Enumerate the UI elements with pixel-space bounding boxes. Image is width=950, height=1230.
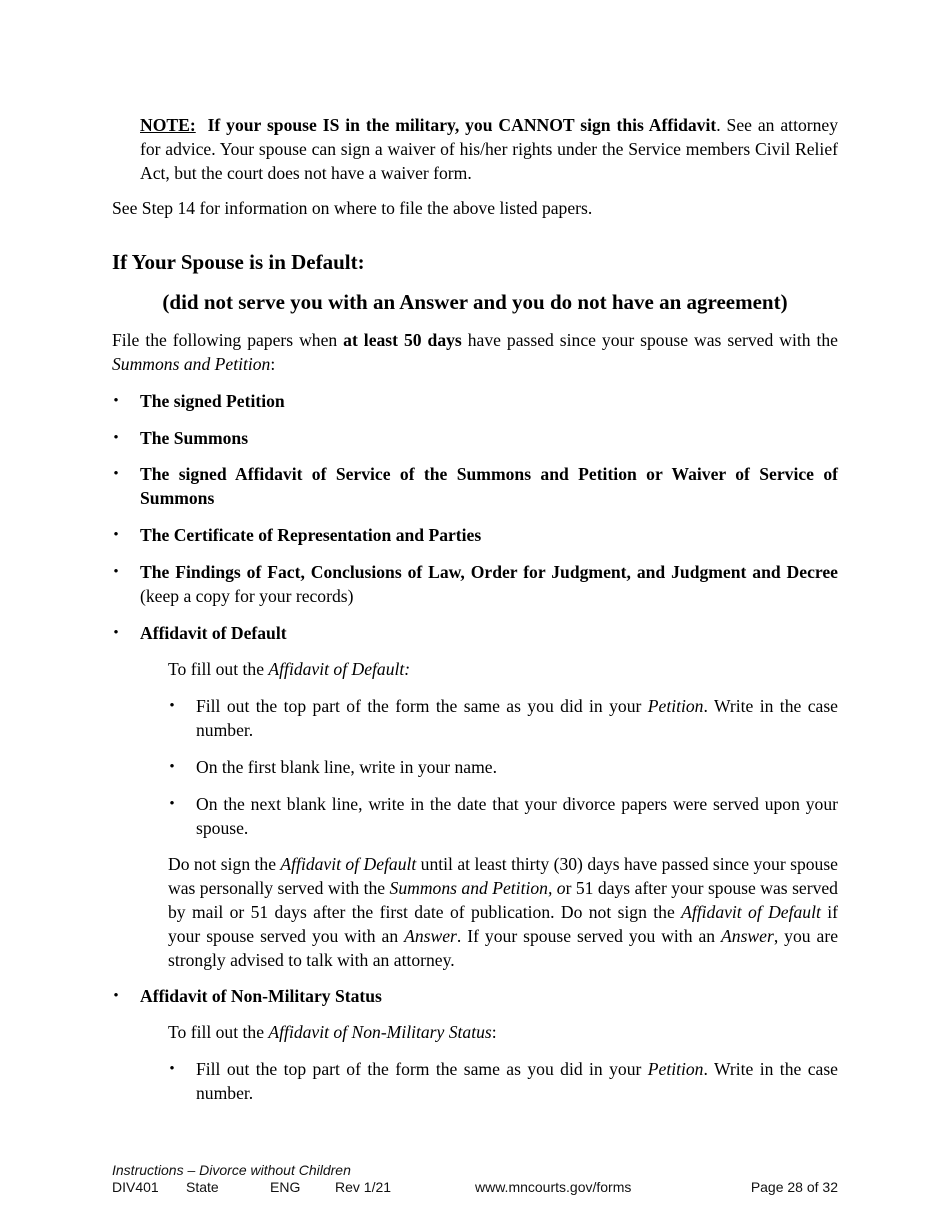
- non-military-intro-text: :: [491, 1022, 497, 1042]
- list-item-label: The signed Affidavit of Service of the Summons and Petition or Waiver of Service of Summons: [140, 464, 838, 508]
- see-step-line: See Step 14 for information on where to file the above listed papers.: [112, 198, 593, 218]
- step-text: . Write in the case number.: [196, 696, 838, 740]
- step-form-name: Petition: [647, 696, 704, 716]
- intro-text: :: [270, 354, 276, 374]
- default-form-name: Affidavit of Default:: [268, 659, 411, 679]
- note-rest: . See an attorney for advice. Your spouse can sign a waiver of his/her rights under the Service members Civil Relief Act, but the court does not have a waiver form.: [140, 115, 839, 183]
- default-step-1: [196, 694, 838, 742]
- file-intro: [112, 328, 838, 376]
- step-text: Fill out the top part of the form the same as you did in your: [196, 1059, 648, 1079]
- list-item-note: (keep a copy for your records): [140, 586, 354, 606]
- list-item-certificate: [140, 523, 838, 547]
- section-subheading: (did not serve you with an Answer and you do not have an agreement): [162, 290, 788, 314]
- footer-revision: Rev 1/21: [335, 1179, 392, 1195]
- intro-form-name: Summons and Petition: [112, 354, 271, 374]
- page-footer: [112, 1162, 838, 1198]
- warning-form-name: Affidavit of Default: [681, 902, 821, 922]
- default-intro: [168, 657, 838, 681]
- footer-title: Instructions – Divorce without Children: [112, 1162, 351, 1178]
- list-item-findings: [140, 560, 838, 608]
- list-item-label: The signed Petition: [140, 391, 285, 411]
- default-step-2: [196, 755, 838, 779]
- footer-jurisdiction: State: [186, 1179, 219, 1195]
- bullet-icon: •: [169, 698, 175, 714]
- step-text: Fill out the top part of the form the same as you did in your: [196, 696, 648, 716]
- list-item-signed-petition: [140, 389, 838, 413]
- warning-text: . If your spouse served you with an: [456, 926, 722, 946]
- bullet-icon: •: [169, 1061, 175, 1077]
- bullet-icon: •: [113, 430, 119, 446]
- list-item-label: Affidavit of Non-Military Status: [140, 986, 382, 1006]
- step-text: On the first blank line, write in your name.: [196, 757, 497, 777]
- default-warning: [168, 852, 838, 972]
- list-item-label: Affidavit of Default: [140, 623, 287, 643]
- step-form-name: Petition: [647, 1059, 704, 1079]
- warning-form-name: Affidavit of Default: [280, 854, 417, 874]
- warning-text: , you are strongly advised to talk with an attorney.: [168, 926, 838, 970]
- warning-text: until at least thirty (30) days have passed since your spouse was personally served with the: [168, 854, 838, 898]
- list-item-label: The Certificate of Representation and Parties: [140, 525, 482, 545]
- bullet-icon: •: [113, 988, 119, 1004]
- footer-form-id: DIV401: [112, 1179, 159, 1195]
- step-text: On the next blank line, write in the date that your divorce papers were served upon your spouse.: [196, 794, 838, 838]
- non-military-step-1: [196, 1057, 838, 1105]
- non-military-intro-text: To fill out the: [168, 1022, 269, 1042]
- note-label: NOTE:: [140, 115, 196, 135]
- non-military-intro: [168, 1020, 838, 1044]
- warning-text: Do not sign the: [168, 854, 281, 874]
- bullet-icon: •: [169, 796, 175, 812]
- warning-text: if your spouse served you with an: [168, 902, 838, 946]
- footer-language: ENG: [270, 1179, 301, 1195]
- note-bold-text: If your spouse IS in the military, you CANNOT sign this Affidavit: [207, 115, 717, 135]
- military-note: [140, 113, 838, 185]
- bullet-icon: •: [113, 564, 119, 580]
- bullet-icon: •: [113, 625, 119, 641]
- bullet-icon: •: [113, 466, 119, 482]
- footer-url: www.mncourts.gov/forms: [475, 1179, 632, 1195]
- default-intro-text: To fill out the: [168, 659, 269, 679]
- bullet-icon: •: [169, 759, 175, 775]
- step-text: . Write in the case number.: [196, 1059, 838, 1103]
- intro-days: at least 50 days: [343, 330, 462, 350]
- non-military-form-name: Affidavit of Non-Military Status: [268, 1022, 492, 1042]
- bullet-icon: •: [113, 393, 119, 409]
- list-item-label: The Findings of Fact, Conclusions of Law, Order for Judgment, and Judgment and Decree: [140, 562, 838, 582]
- bullet-icon: •: [113, 527, 119, 543]
- footer-page-number: Page 28 of 32: [750, 1179, 838, 1195]
- list-item-label: The Summons: [140, 428, 249, 448]
- list-item-summons: [140, 426, 838, 450]
- warning-text: r 51 days after your spouse was served by mail or 51 days after the first date of publication. Do not sign the: [168, 878, 838, 922]
- intro-text: File the following papers when: [112, 330, 344, 350]
- warning-form-name: Answer: [404, 926, 457, 946]
- intro-text: have passed since your spouse was served with the: [461, 330, 838, 350]
- warning-form-name: Summons and Petition, o: [389, 878, 566, 898]
- list-item-affidavit-of-service: [140, 462, 838, 510]
- warning-form-name: Answer: [721, 926, 774, 946]
- list-item-affidavit-of-default: [140, 621, 838, 645]
- list-item-non-military: [140, 984, 838, 1008]
- default-step-3: [196, 792, 838, 840]
- section-heading: If Your Spouse is in Default:: [112, 250, 365, 274]
